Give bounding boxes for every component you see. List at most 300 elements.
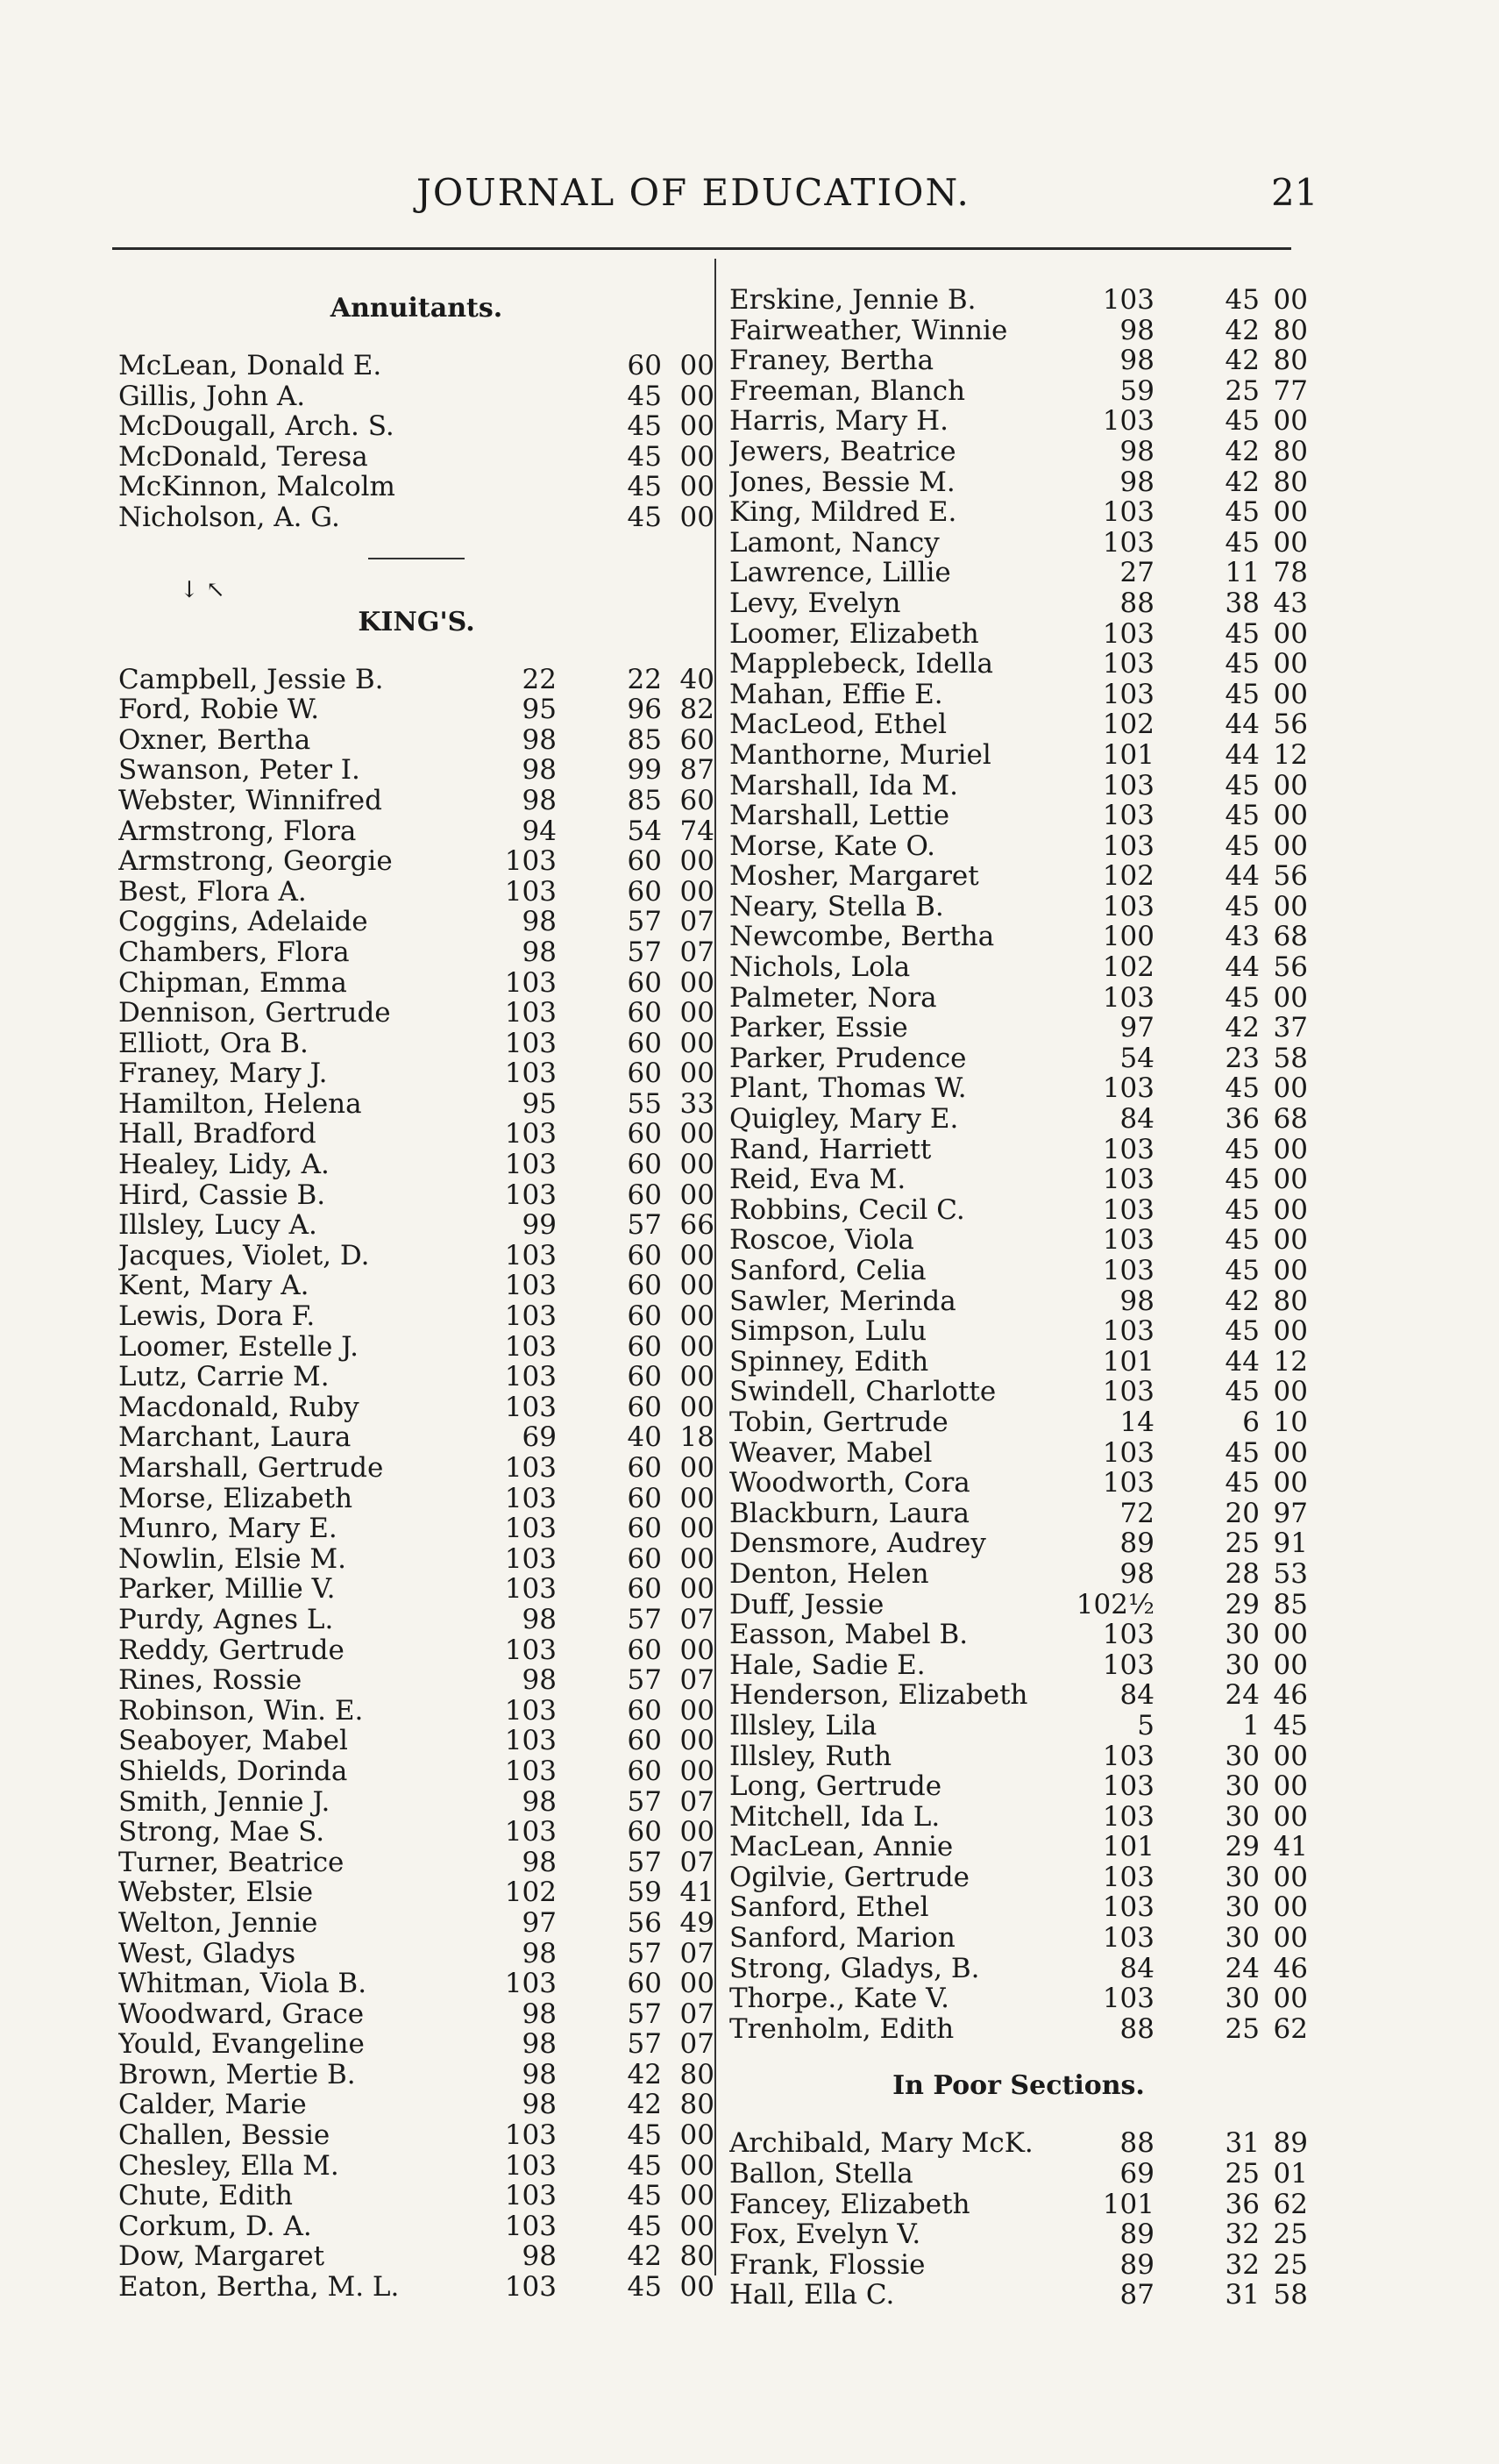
entry-dollars: 32 [1225,2218,1260,2251]
entry-dollars: 28 [1225,1557,1260,1590]
entry-cents: 07 [679,936,714,968]
entry-days: 98 [522,936,557,968]
entry-dollars: 25 [1225,374,1260,407]
entry-days [469,472,557,502]
entry-days: 103 [504,1513,557,1545]
entry-cents: 00 [1273,1861,1308,1893]
entry-days: 103 [504,1027,557,1059]
entry-days: 103 [504,1300,557,1333]
entry-name: King, Mildred E. [729,497,957,528]
entry-dollars: 45 [1225,1255,1260,1286]
list-item [729,619,1308,650]
list-item [118,1574,714,1605]
entry-days: 103 [504,2149,557,2182]
entry-days: 103 [1102,678,1154,710]
entry-days: 103 [1102,496,1154,529]
entry-cents: 00 [679,1058,714,1090]
list-item [729,680,1308,710]
entry-cents: 00 [1273,1467,1308,1499]
entry-cents: 00 [1273,1133,1308,1165]
list-item [729,709,1308,740]
list-item [118,665,714,695]
entry-dollars: 99 [627,754,662,787]
entry-cents: 00 [1273,800,1308,832]
entry-name: Franey, Bertha [729,345,934,376]
entry-cents: 00 [679,1452,714,1484]
list-item [118,1453,714,1484]
entry-name: Nichols, Lola [729,952,911,983]
entry-name: Munro, Mary E. [118,1513,337,1544]
entry-dollars: 60 [627,1391,662,1423]
entry-dollars: 40 [627,1421,662,1454]
list-item [118,1726,714,1756]
journal-title: JOURNAL OF EDUCATION. [416,171,970,214]
entry-name: Armstrong, Flora [118,815,357,847]
entry-days: 98 [1119,314,1154,346]
entry-cents: 00 [1273,617,1308,650]
entry-dollars: 38 [1225,587,1260,619]
entry-days: 103 [504,1968,557,2000]
entry-cents: 80 [1273,435,1308,467]
list-item [118,1210,714,1241]
entry-days: 84 [1119,1103,1154,1136]
entry-dollars: 43 [1225,921,1260,953]
list-item [118,2120,714,2151]
entry-name: Ford, Robie W. [118,694,320,725]
entry-cents: 00 [1273,1740,1308,1772]
list-item [729,952,1308,983]
entry-days: 98 [1119,1285,1154,1317]
entry-cents: 00 [1273,1072,1308,1105]
entry-dollars: 11 [1225,557,1260,589]
entry-days: 102½ [1076,1588,1154,1620]
entry-days: 95 [522,1087,557,1120]
entry-cents: 74 [679,815,714,847]
entry-days: 103 [504,2119,557,2152]
entry-cents: 00 [1273,769,1308,801]
entry-cents: 00 [1273,1922,1308,1955]
list-item [118,442,714,473]
entry-dollars: 57 [627,906,662,938]
entry-name: Oxner, Bertha [118,724,311,756]
entry-days: 99 [522,1209,557,1242]
entry-name: Roscoe, Viola [729,1225,914,1256]
list-item [118,2060,714,2090]
entry-dollars: 44 [1225,709,1260,741]
column-divider [714,259,716,2275]
entry-days: 103 [1102,284,1154,316]
entry-days: 98 [522,1785,557,1818]
list-item [729,1923,1308,1954]
entry-dollars: 85 [627,784,662,816]
list-item [118,1908,714,1939]
entry-name: Erskine, Jennie B. [729,285,977,316]
list-item [729,1073,1308,1104]
section-rule [368,558,465,559]
entry-days: 98 [522,906,557,938]
entry-cents: 00 [679,471,714,503]
entry-dollars: 30 [1225,1891,1260,1924]
entry-cents: 10 [1273,1406,1308,1438]
list-item [729,1104,1308,1135]
entry-days: 98 [522,1664,557,1697]
entry-days [469,502,557,533]
entry-cents: 00 [679,501,714,533]
entry-name: Densmore, Audrey [729,1528,986,1559]
list-item [118,502,714,533]
entry-cents: 91 [1273,1528,1308,1560]
entry-days: 103 [504,1573,557,1606]
entry-cents: 00 [679,1573,714,1606]
list-item [118,1696,714,1727]
entry-cents: 77 [1273,374,1308,407]
entry-days: 98 [522,1937,557,1969]
entry-cents: 00 [679,2149,714,2182]
entry-name: Fairweather, Winnie [729,315,1008,346]
entry-cents: 00 [679,1179,714,1211]
entry-days: 103 [1102,1619,1154,1651]
entry-dollars: 30 [1225,1649,1260,1681]
entry-name: Loomer, Estelle J. [118,1331,359,1363]
entry-cents: 00 [1273,1800,1308,1833]
entry-dollars: 29 [1225,1831,1260,1863]
list-item [118,1513,714,1544]
entry-cents: 56 [1273,860,1308,893]
list-item [118,755,714,786]
entry-cents: 00 [1273,405,1308,438]
entry-days: 97 [1119,1012,1154,1044]
entry-days: 103 [1102,1164,1154,1196]
entry-name: Manthorne, Muriel [729,739,991,771]
entry-days: 72 [1119,1497,1154,1529]
list-item [118,2181,714,2211]
entry-days: 98 [522,2028,557,2061]
list-item [118,816,714,847]
entry-name: Dow, Margaret [118,2241,325,2273]
list-item [729,1832,1308,1862]
entry-name: Jacques, Violet, D. [118,1240,370,1271]
entry-name: Robbins, Cecil C. [729,1194,965,1226]
list-item [729,376,1308,407]
entry-days: 103 [504,2180,557,2212]
entry-days: 94 [522,815,557,847]
entry-days: 22 [522,663,557,695]
entry-dollars: 60 [627,1968,662,2000]
entry-name: Sanford, Celia [729,1256,927,1286]
entry-name: Hale, Sadie E. [729,1649,926,1681]
entry-dollars: 60 [627,1270,662,1302]
entry-days: 97 [522,1906,557,1939]
entry-cents: 56 [1273,709,1308,741]
entry-days: 89 [1119,2248,1154,2281]
entry-dollars: 42 [1225,314,1260,346]
entry-cents: 07 [679,1785,714,1818]
list-item [729,1741,1308,1772]
entry-dollars: 60 [627,997,662,1029]
entry-dollars: 45 [627,440,662,473]
list-item [729,1954,1308,1984]
entry-cents: 07 [679,1998,714,2030]
entry-name: Turner, Beatrice [118,1847,345,1878]
entry-cents: 00 [1273,678,1308,710]
entry-name: Challen, Bessie [118,2120,330,2151]
entry-name: Loomer, Elizabeth [729,618,979,650]
entry-cents: 00 [679,1149,714,1181]
entry-days: 98 [522,2058,557,2090]
entry-dollars: 30 [1225,1922,1260,1955]
list-item [118,1058,714,1089]
list-item [118,1848,714,1878]
entry-cents: 00 [1273,1983,1308,2015]
list-item [118,846,714,877]
entry-cents: 68 [1273,1103,1308,1136]
entry-cents: 00 [1273,890,1308,922]
entry-name: Woodward, Grace [118,1998,365,2030]
entry-days: 103 [1102,1376,1154,1408]
entry-name: Woodworth, Cora [729,1468,970,1499]
entry-dollars: 45 [1225,981,1260,1014]
entry-name: Mosher, Margaret [729,861,979,892]
list-item [118,1332,714,1363]
entry-cents: 00 [679,1118,714,1150]
entry-dollars: 45 [1225,1376,1260,1408]
entry-dollars: 45 [1225,1315,1260,1348]
list-item [729,1438,1308,1469]
entry-cents: 00 [679,1694,714,1727]
list-item [729,528,1308,559]
list-item [118,1877,714,1908]
list-item [118,1635,714,1666]
entry-dollars: 45 [627,471,662,503]
entry-dollars: 25 [1225,1528,1260,1560]
entry-days: 5 [1137,1709,1154,1741]
list-item [118,2029,714,2060]
entry-name: Chipman, Emma [118,967,347,999]
entry-name: Illsley, Ruth [729,1741,892,1772]
list-item [729,1771,1308,1802]
entry-dollars: 30 [1225,1861,1260,1893]
entry-dollars: 45 [1225,890,1260,922]
entry-days: 87 [1119,2279,1154,2311]
entry-name: Reid, Eva M. [729,1164,906,1195]
right-column [729,285,1308,2311]
entry-days: 103 [1102,1133,1154,1165]
entry-days: 98 [522,723,557,756]
entry-cents: 25 [1273,2248,1308,2281]
list-item [729,1195,1308,1226]
entry-dollars: 55 [627,1087,662,1120]
entry-days: 103 [504,2210,557,2242]
entry-days: 102 [1102,860,1154,893]
list-item [729,2159,1308,2190]
entry-dollars: 60 [627,966,662,999]
entry-name: Fox, Evelyn V. [729,2219,921,2250]
entry-name: Purdy, Agnes L. [118,1604,334,1635]
list-item [729,771,1308,801]
entry-name: Brown, Mertie B. [118,2059,356,2090]
entry-name: Spinney, Edith [729,1346,929,1378]
entry-cents: 00 [1273,1255,1308,1286]
entry-dollars: 36 [1225,1103,1260,1136]
list-item [729,2128,1308,2159]
list-item [118,968,714,999]
entry-days: 103 [1102,1983,1154,2015]
entry-cents: 00 [679,1725,714,1757]
entry-name: Nicholson, A. G. [118,502,340,533]
entry-cents: 00 [679,1968,714,2000]
entry-dollars: 45 [1225,769,1260,801]
entry-dollars: 60 [627,1149,662,1181]
poor-sections-heading: In Poor Sections. [892,2070,1145,2102]
entry-name: Coggins, Adelaide [118,907,368,937]
entry-cents: 00 [1273,1193,1308,1226]
entry-days: 102 [1102,951,1154,984]
entry-cents: 00 [1273,284,1308,316]
entry-days: 89 [1119,2218,1154,2251]
entry-name: Ogilvie, Gertrude [729,1862,970,1893]
list-item [729,558,1308,588]
entry-days: 103 [1102,405,1154,438]
entry-name: McKinnon, Malcolm [118,472,395,502]
entry-name: Swindell, Charlotte [729,1377,997,1407]
entry-days: 98 [1119,1557,1154,1590]
kings-list [118,665,714,2303]
list-item [729,1650,1308,1681]
entry-name: Hamilton, Helena [118,1088,362,1120]
entry-days: 103 [504,1452,557,1484]
entry-name: Eaton, Bertha, M. L. [118,2272,400,2303]
list-item [118,1392,714,1423]
entry-cents: 62 [1273,2012,1308,2045]
entry-days: 95 [522,694,557,726]
entry-dollars: 57 [627,2028,662,2061]
entry-name: Neary, Stella B. [729,891,944,922]
list-item [118,1119,714,1150]
entry-cents: 85 [1273,1588,1308,1620]
entry-cents: 00 [679,1027,714,1059]
entry-name: Gillis, John A. [118,381,306,412]
entry-dollars: 45 [1225,1133,1260,1165]
list-item [729,831,1308,862]
entry-dollars: 45 [627,2149,662,2182]
entry-days: 103 [1102,617,1154,650]
entry-name: Rand, Harriett [729,1134,932,1165]
entry-cents: 00 [1273,981,1308,1014]
entry-days: 103 [504,1361,557,1393]
list-item [118,694,714,725]
entry-name: Lamont, Nancy [729,527,940,559]
entry-cents: 97 [1273,1497,1308,1529]
entry-days: 101 [1102,1345,1154,1378]
entry-cents: 62 [1273,2188,1308,2220]
entry-name: Calder, Marie [118,2090,307,2121]
entry-days: 103 [1102,1224,1154,1257]
entry-dollars: 44 [1225,860,1260,893]
entry-cents: 00 [679,410,714,443]
list-item [729,2190,1308,2220]
entry-days: 69 [522,1421,557,1454]
list-item [729,285,1308,316]
entry-days: 103 [504,1725,557,1757]
section-gap [729,2044,1308,2067]
entry-cents: 00 [1273,1619,1308,1651]
entry-cents: 00 [679,1755,714,1787]
entry-dollars: 85 [627,723,662,756]
entry-days: 98 [522,784,557,816]
entry-cents: 00 [679,2271,714,2304]
list-item [729,1892,1308,1923]
margin-mark: ↓ ↖ [180,576,225,603]
list-item [118,351,714,381]
entry-dollars: 31 [1225,2279,1260,2311]
entry-name: Fancey, Elizabeth [729,2189,970,2220]
entry-name: Corkum, D. A. [118,2211,312,2242]
entry-dollars: 45 [627,380,662,412]
list-item [118,1362,714,1392]
entry-cents: 80 [1273,345,1308,377]
list-item [729,1225,1308,1256]
entry-days: 88 [1119,2127,1154,2160]
entry-days: 84 [1119,1952,1154,1984]
entry-name: Mapplebeck, Idella [729,649,993,680]
entry-dollars: 6 [1242,1406,1260,1438]
entry-cents: 00 [679,1391,714,1423]
section-gap [118,642,714,665]
entry-name: Robinson, Win. E. [118,1695,364,1727]
entry-days: 84 [1119,1679,1154,1712]
entry-days: 103 [504,1542,557,1575]
annuitants-list [118,351,714,533]
entry-name: Morse, Kate O. [729,830,935,862]
list-item [729,1711,1308,1741]
entry-cents: 37 [1273,1012,1308,1044]
entry-name: Chambers, Flora [118,936,350,968]
entry-dollars: 60 [627,1542,662,1575]
entry-days: 103 [504,1179,557,1211]
entry-name: Archibald, Mary McK. [729,2128,1034,2160]
entry-days [469,411,557,442]
entry-cents: 00 [679,350,714,381]
entry-dollars: 57 [627,1603,662,1635]
entry-days: 103 [504,1482,557,1514]
entry-days: 103 [504,1149,557,1181]
entry-cents: 49 [679,1906,714,1939]
entry-dollars: 44 [1225,1345,1260,1378]
page-number: 21 [1271,171,1318,214]
entry-dollars: 45 [627,2210,662,2242]
entry-name: Quigley, Mary E. [729,1104,959,1135]
entry-cents: 80 [1273,1285,1308,1317]
entry-dollars: 60 [627,1725,662,1757]
entry-cents: 46 [1273,1679,1308,1712]
entry-cents: 18 [679,1421,714,1454]
entry-name: Webster, Winnifred [118,785,382,816]
entry-dollars: 42 [1225,1012,1260,1044]
entry-name: Levy, Evelyn [729,588,901,619]
list-item [729,922,1308,952]
entry-dollars: 45 [1225,284,1260,316]
entry-cents: 07 [679,1846,714,1878]
entry-days: 102 [504,1876,557,1909]
entry-name: MacLeod, Ethel [729,709,948,740]
list-item [729,1135,1308,1165]
list-item [118,2241,714,2272]
list-item [729,1680,1308,1711]
list-item [118,1089,714,1120]
entry-name: Plant, Thomas W. [729,1073,967,1105]
list-item [118,877,714,908]
entry-dollars: 60 [627,1361,662,1393]
